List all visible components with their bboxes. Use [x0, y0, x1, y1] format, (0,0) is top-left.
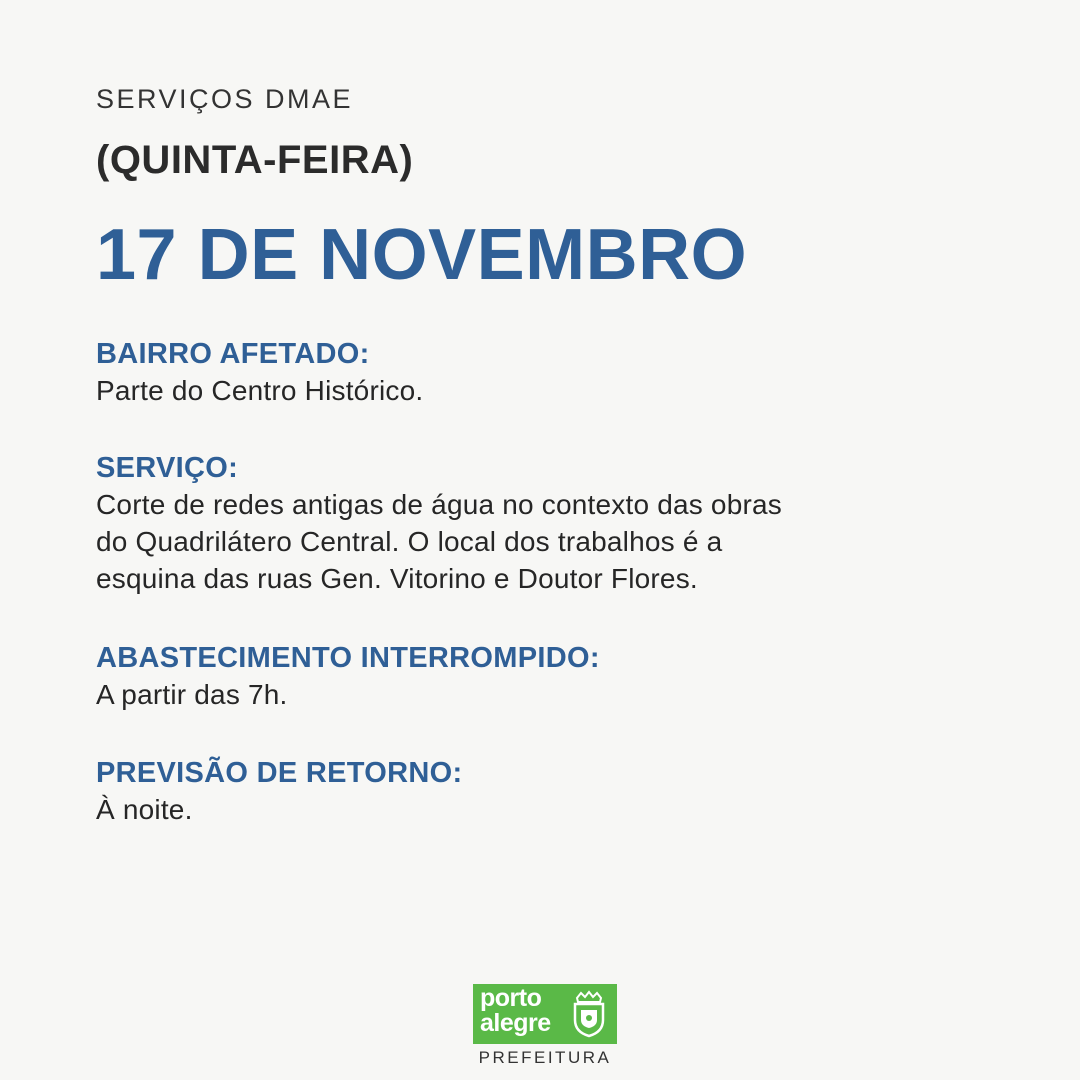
logo-wordmark: [480, 986, 551, 1036]
logo-box: [473, 984, 617, 1044]
section-label: SERVIÇO:: [96, 452, 239, 484]
section-previsao: [96, 755, 996, 828]
section-value: A partir das 7h.: [96, 679, 288, 710]
section-value: Corte de redes antigas de água no contexto das obras: [96, 489, 782, 520]
section-servico: [96, 450, 996, 597]
section-abastecimento: [96, 640, 996, 713]
logo-subtitle: PREFEITURA: [478, 1048, 612, 1067]
section-value: Parte do Centro Histórico.: [96, 375, 424, 406]
section-label: PREVISÃO DE RETORNO:: [96, 757, 463, 789]
section-label: ABASTECIMENTO INTERROMPIDO:: [96, 642, 600, 674]
prefeitura-logo: [472, 984, 618, 1068]
logo-line2: alegre: [480, 1009, 551, 1037]
section-bairro: [96, 336, 996, 409]
weekday: (QUINTA-FEIRA): [96, 138, 414, 182]
kicker: SERVIÇOS DMAE: [96, 84, 354, 114]
section-label: BAIRRO AFETADO:: [96, 338, 370, 370]
section-value: esquina das ruas Gen. Vitorino e Doutor Flores.: [96, 563, 698, 594]
page-title: 17 DE NOVEMBRO: [96, 215, 748, 295]
section-value: do Quadrilátero Central. O local dos trabalhos é a: [96, 526, 723, 557]
coat-of-arms-icon: [569, 990, 609, 1038]
logo-line1: porto: [480, 984, 542, 1012]
section-value: À noite.: [96, 794, 193, 825]
